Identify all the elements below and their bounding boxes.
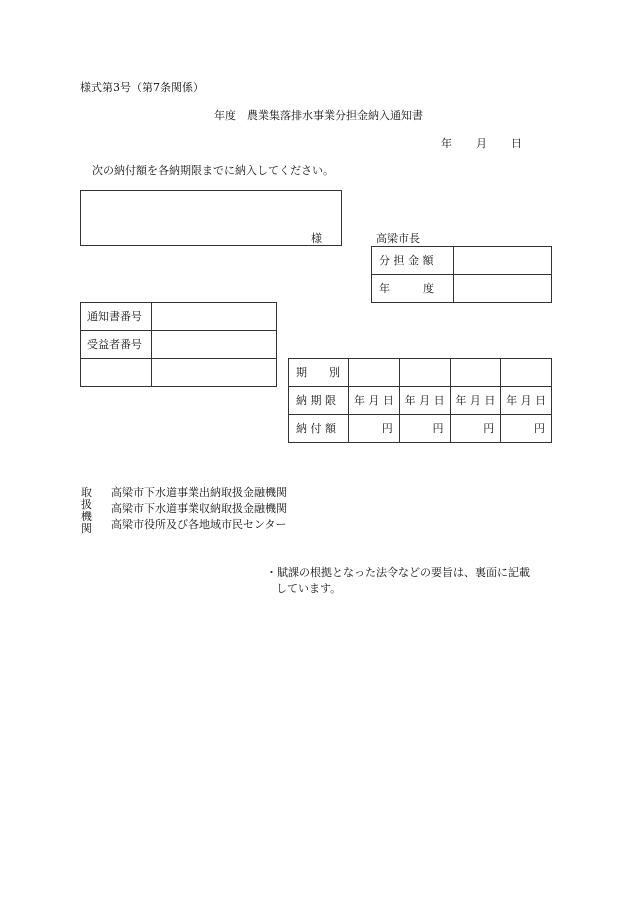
- institution-line-3: 高梁市役所及び各地域市民センター: [111, 518, 287, 531]
- heading-char: 機: [81, 510, 92, 523]
- blank-value: [152, 359, 277, 387]
- footnote-line-1: ・賦課の根拠となった法令などの要旨は、裏面に記載: [266, 566, 530, 579]
- period-cell-2: [399, 359, 450, 387]
- beneficiary-number-value: [152, 331, 277, 359]
- table-row: [81, 331, 277, 359]
- period-cell-1: [349, 359, 400, 387]
- form-number: 様式第3号（第7条関係）: [80, 81, 204, 94]
- charge-amount-label: 分 担 金 額: [372, 247, 454, 275]
- institutions-heading: [81, 487, 95, 535]
- due-date-cell-1: 年 月 日: [349, 387, 400, 415]
- payment-amount-label: 納 付 額: [289, 415, 349, 443]
- due-date-cell-4: 年 月 日: [501, 387, 552, 415]
- payment-amount-cell-2: 円: [399, 415, 450, 443]
- period-cell-3: [450, 359, 501, 387]
- table-row: [289, 359, 552, 387]
- payment-schedule-table: [288, 358, 552, 443]
- due-date-cell-3: 年 月 日: [450, 387, 501, 415]
- payment-amount-cell-1: 円: [349, 415, 400, 443]
- heading-char: 取: [81, 486, 92, 499]
- issuer: 高梁市長: [376, 232, 420, 245]
- honorific: 様: [311, 232, 322, 245]
- date-day: 日: [511, 137, 522, 150]
- table-row: [289, 387, 552, 415]
- table-row: [81, 359, 277, 387]
- institution-line-2: 高梁市下水道事業収納取扱金融機関: [111, 502, 287, 515]
- notice-number-label: 通知書番号: [81, 303, 152, 331]
- table-row: [81, 303, 277, 331]
- payment-amount-cell-3: 円: [450, 415, 501, 443]
- due-date-label: 納 期 限: [289, 387, 349, 415]
- charge-table: [371, 246, 552, 303]
- institution-line-1: 高梁市下水道事業出納取扱金融機関: [111, 486, 287, 499]
- period-label: 期 別: [289, 359, 349, 387]
- date-year: 年: [441, 137, 452, 150]
- charge-amount-value: [454, 247, 552, 275]
- notice-number-value: [152, 303, 277, 331]
- date-month: 月: [476, 137, 487, 150]
- table-row: [372, 275, 552, 303]
- instruction-text: 次の納付額を各納期限までに納入してください。: [92, 164, 334, 177]
- heading-char: 関: [81, 522, 92, 535]
- fiscal-year-label: 年 度: [372, 275, 454, 303]
- table-row: [372, 247, 552, 275]
- document-title: 年度 農業集落排水事業分担金納入通知書: [214, 109, 423, 122]
- address-box: [80, 190, 342, 246]
- heading-char: 扱: [81, 498, 92, 511]
- beneficiary-number-label: 受益者番号: [81, 331, 152, 359]
- footnote-line-2: しています。: [276, 582, 342, 595]
- fiscal-year-value: [454, 275, 552, 303]
- period-cell-4: [501, 359, 552, 387]
- blank-label: [81, 359, 152, 387]
- payment-amount-cell-4: 円: [501, 415, 552, 443]
- due-date-cell-2: 年 月 日: [399, 387, 450, 415]
- notice-table: [80, 302, 277, 387]
- table-row: [289, 415, 552, 443]
